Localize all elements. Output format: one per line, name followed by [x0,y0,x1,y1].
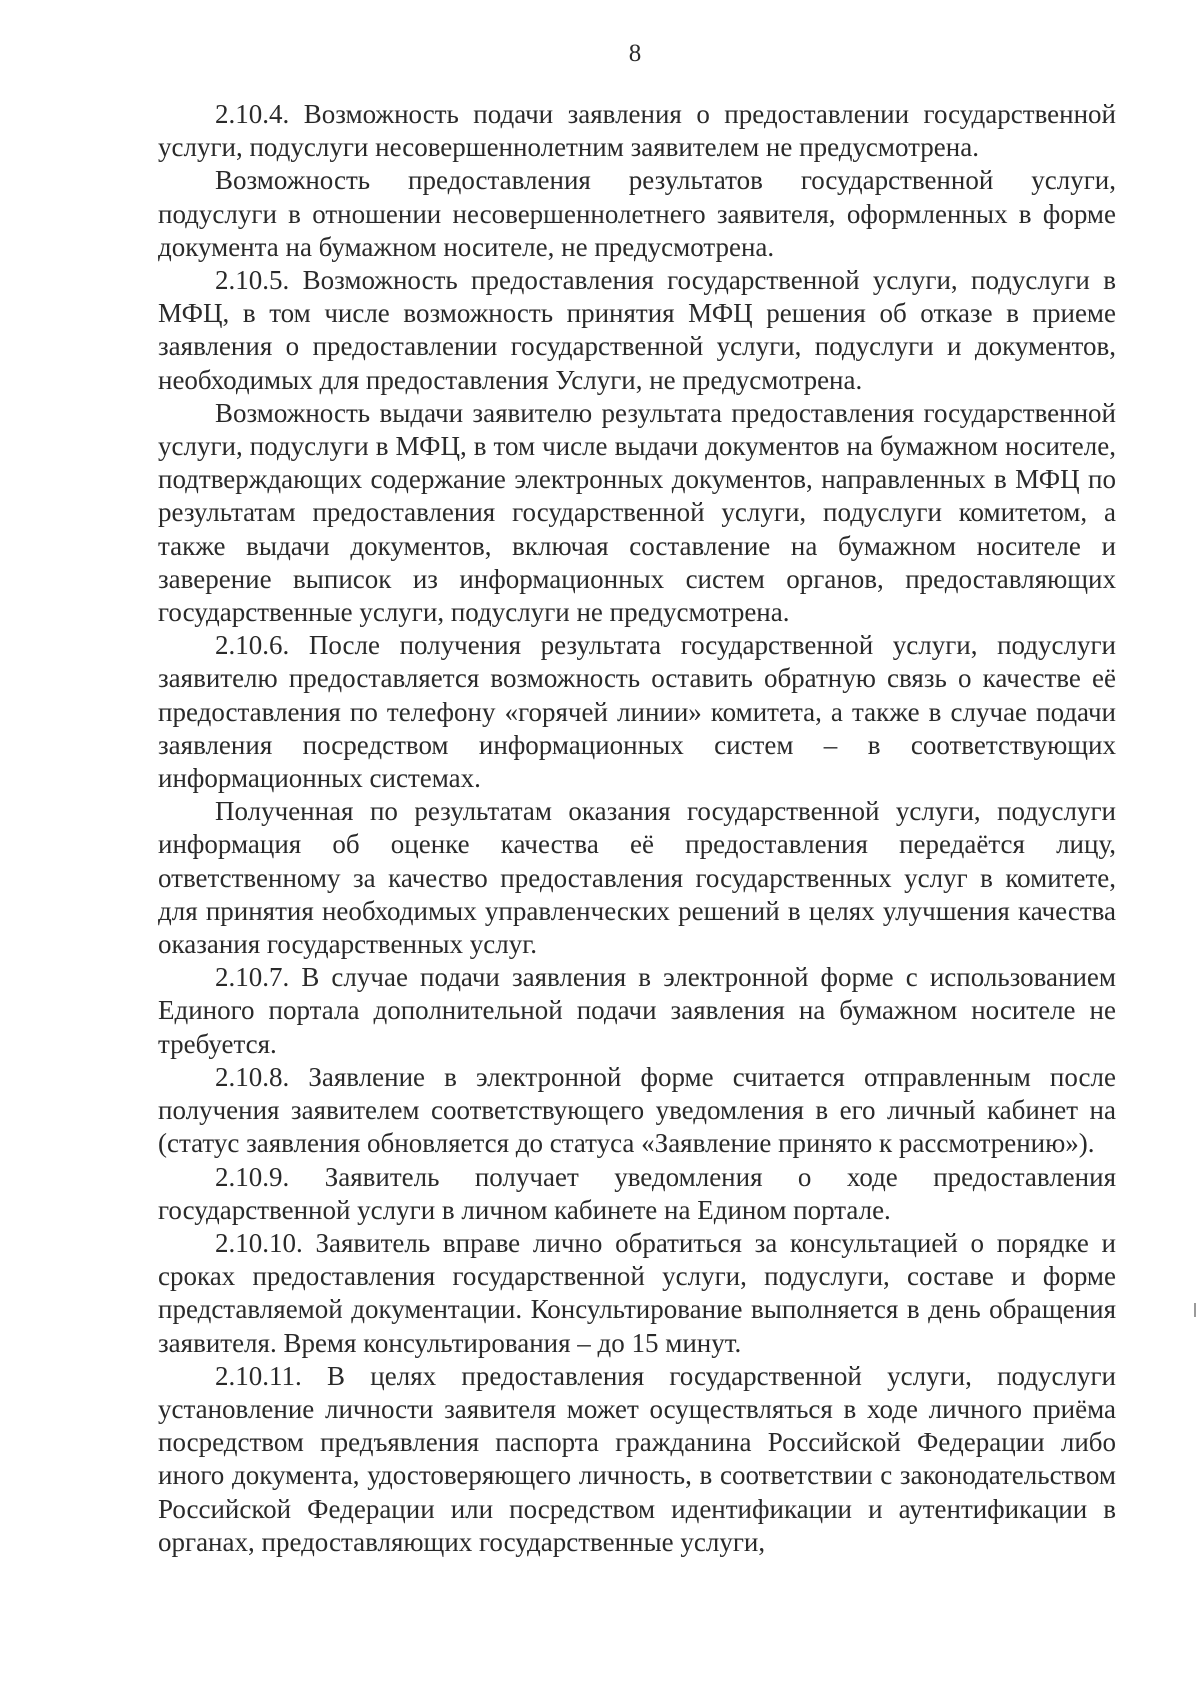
paragraph-quality-feedback: Полученная по результатам оказания государственной услуги, подуслуги информация об оценке качества её предоставления передаётся лицу, ответственному за качество предоставления государственных услуг в комитете, для принятия необходимых управленческих решений в целях улучшения качества оказания государственных услуг. [158,796,1116,960]
paragraph-2-10-8: 2.10.8. Заявление в электронной форме считается отправленным после получения заявителем соответствующего уведомления в его личный кабинет на (статус заявления обновляется до статуса «Заявление принято к рассмотрению»). [158,1061,1116,1159]
paragraph-2-10-11: 2.10.11. В целях предоставления государственной услуги, подуслуги установление личности заявителя может осуществляться в ходе личного приёма посредством предъявления паспорта гражданина Российской Федерации либо иного документа, удостоверяющего личность, в соответствии с законодательством Российской Федерации или посредством идентификации и аутентификации в органах, предоставляющих государственные услуги, [158,1360,1116,1557]
paragraph-2-10-7: 2.10.7. В случае подачи заявления в электронной форме с использованием Единого портала дополнительной подачи заявления на бумажном носителе не требуется. [158,962,1116,1059]
paragraph-2-10-4: 2.10.4. Возможность подачи заявления о предоставлении государственной услуги, подуслуги несовершеннолетним заявителем не предусмотрена. [158,99,1116,163]
paragraph-mfc-issuance: Возможность выдачи заявителю результата предоставления государственной услуги, подуслуги в МФЦ, в том числе выдачи документов на бумажном носителе, подтверждающих содержание электронных документов, направленных в МФЦ по результатам предоставления государственной услуги, подуслуги комитетом, а также выдачи документов, включая составление на бумажном носителе и заверение выписок из информационных систем органов, предоставляющих государственные услуги, подуслуги не предусмотрена. [158,397,1116,628]
paragraph-2-10-9: 2.10.9. Заявитель получает уведомления о ходе предоставления государственной услуги в личном кабинете на Едином портале. [158,1161,1116,1225]
paragraph-2-10-6: 2.10.6. После получения результата государственной услуги, подуслуги заявителю предоставляется возможность оставить обратную связь о качестве её предоставления по телефону «горячей линии» комитета, а также в случае подачи заявления посредством информационных систем – в соответствующих информационных системах. [158,630,1116,794]
page-number: 8 [628,40,642,67]
paragraph-2-10-5: 2.10.5. Возможность предоставления государственной услуги, подуслуги в МФЦ, в том числе возможность принятия МФЦ решения об отказе в приеме заявления о предоставлении государственной услуги, подуслуги и документов, необходимых для предоставления Услуги, не предусмотрена. [158,265,1116,395]
document-body [158,98,1116,1559]
scan-edge-mark [1194,1303,1196,1317]
paragraph-minor-results: Возможность предоставления результатов государственной услуги, подуслуги в отношении несовершеннолетнего заявителя, оформленных в форме документа на бумажном носителе, не предусмотрена. [158,165,1116,262]
paragraph-2-10-10: 2.10.10. Заявитель вправе лично обратиться за консультацией о порядке и сроках предоставления государственной услуги, подуслуги, составе и форме представляемой документации. Консультирование выполняется в день обращения заявителя. Время консультирования – до 15 минут. [158,1227,1116,1358]
